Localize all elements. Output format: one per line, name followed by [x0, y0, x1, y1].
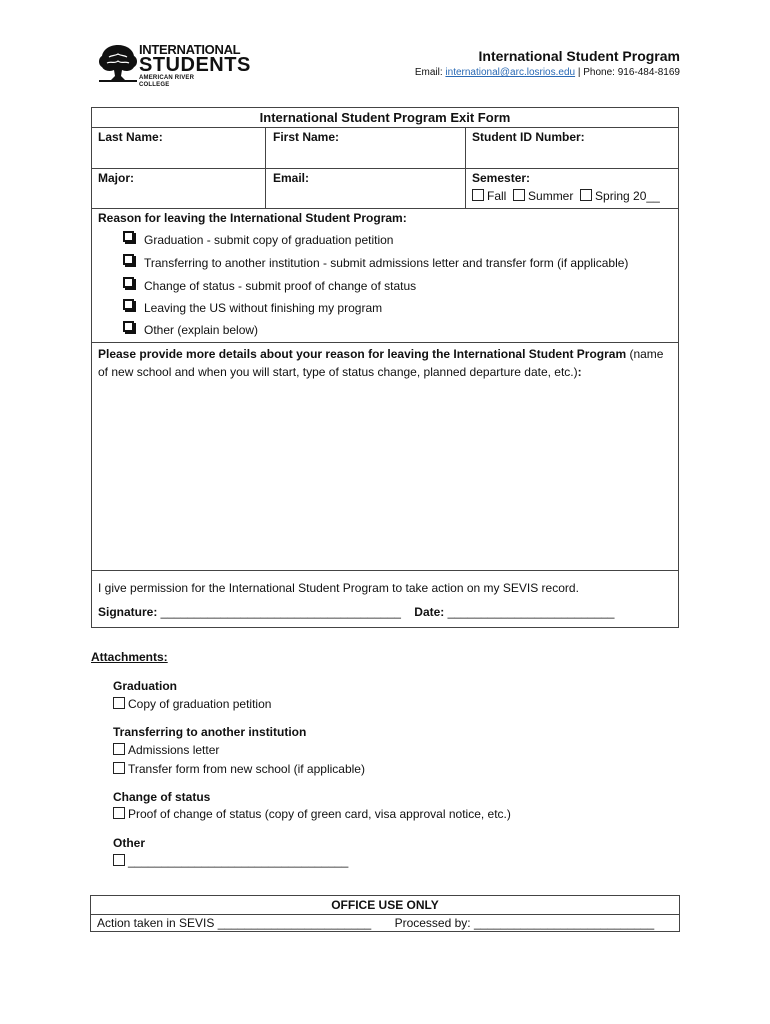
spring-label: Spring 20__ — [595, 189, 660, 203]
status-proof-checkbox[interactable] — [113, 807, 125, 819]
admissions-letter-item — [113, 743, 219, 757]
admissions-letter-checkbox[interactable] — [113, 743, 125, 755]
semester-options — [472, 189, 660, 203]
transfer-checkbox[interactable] — [123, 254, 134, 265]
other-heading: Other — [113, 836, 146, 850]
student-id-label: Student ID Number: — [472, 130, 585, 144]
processed-label: Processed by: — [394, 916, 474, 930]
reason-transfer: Transferring to another institution - submit admissions letter and transfer form (if applicable) — [144, 256, 629, 270]
first-name-label: First Name: — [273, 130, 340, 144]
summer-label: Summer — [528, 189, 574, 203]
logo-line-1: INTERNATIONAL — [139, 42, 241, 57]
details-normal: (name of new school and when you will start, type of status change, planned departure date, etc.) — [98, 347, 664, 379]
reason-graduation: Graduation - submit copy of graduation petition — [144, 233, 394, 247]
details-bold: Please provide more details about your reason for leaving the International Student Program — [98, 347, 627, 361]
attachments-title: Attachments: — [91, 650, 168, 664]
exit-form — [91, 107, 679, 628]
college-logo — [97, 42, 251, 88]
contact-line — [415, 67, 680, 78]
leaving-us-checkbox[interactable] — [123, 299, 134, 310]
date-label: Date: — [414, 605, 448, 619]
status-heading: Change of status — [113, 790, 211, 804]
signature-row — [98, 605, 614, 619]
reason-label: Reason for leaving the International Student Program: — [98, 211, 407, 225]
other-attachment-checkbox[interactable] — [113, 854, 125, 866]
divider — [92, 342, 678, 343]
office-use-box — [90, 895, 680, 932]
divider — [92, 168, 678, 169]
logo-line-2: STUDENTS — [139, 54, 251, 76]
status-proof-label: Proof of change of status (copy of green card, visa approval notice, etc.) — [128, 807, 511, 821]
phone-text: | Phone: 916-484-8169 — [575, 67, 680, 78]
email-label: Email: — [414, 67, 446, 78]
permission-text: I give permission for the International Student Program to take action on my SEVIS record. — [98, 581, 579, 595]
fall-checkbox[interactable] — [472, 189, 484, 201]
transfer-heading: Transferring to another institution — [113, 725, 307, 739]
program-title: International Student Program — [478, 48, 680, 64]
divider — [91, 914, 679, 915]
tree-icon — [97, 42, 139, 84]
transfer-form-item — [113, 762, 365, 776]
form-title: International Student Program Exit Form — [259, 110, 511, 125]
details-colon: : — [577, 365, 582, 379]
fall-label: Fall — [487, 189, 507, 203]
reason-other: Other (explain below) — [144, 323, 259, 337]
spring-checkbox[interactable] — [580, 189, 592, 201]
other-item-line[interactable]: _________________________________ — [128, 854, 349, 868]
graduation-petition-checkbox[interactable] — [113, 697, 125, 709]
graduation-heading: Graduation — [113, 679, 178, 693]
summer-checkbox[interactable] — [513, 189, 525, 201]
admissions-letter-label: Admissions letter — [128, 743, 220, 757]
signature-line[interactable]: ____________________________________ — [160, 605, 401, 619]
divider — [92, 127, 678, 128]
details-textarea[interactable] — [92, 380, 678, 570]
last-name-label: Last Name: — [98, 130, 163, 144]
reason-status-change: Change of status - submit proof of change of status — [144, 279, 417, 293]
status-proof-item — [113, 807, 511, 821]
details-prompt — [98, 345, 674, 381]
transfer-form-checkbox[interactable] — [113, 762, 125, 774]
graduation-item-label: Copy of graduation petition — [128, 697, 272, 711]
status-change-checkbox[interactable] — [123, 277, 134, 288]
other-checkbox[interactable] — [123, 321, 134, 332]
semester-label: Semester: — [472, 171, 531, 185]
major-label: Major: — [98, 171, 134, 185]
date-line[interactable]: _________________________ — [447, 605, 615, 619]
action-line[interactable]: _______________________ — [217, 916, 372, 930]
reason-leaving-us: Leaving the US without finishing my program — [144, 301, 383, 315]
email-field-label: Email: — [273, 171, 310, 185]
office-row — [97, 916, 654, 930]
email-link[interactable]: international@arc.losrios.edu — [445, 67, 576, 78]
transfer-form-label: Transfer form from new school (if applicable) — [128, 762, 365, 776]
office-title: OFFICE USE ONLY — [331, 898, 439, 912]
graduation-checkbox[interactable] — [123, 231, 134, 242]
action-label: Action taken in SEVIS — [97, 916, 218, 930]
divider — [92, 208, 678, 209]
logo-line-3: AMERICAN RIVER COLLEGE — [139, 75, 195, 88]
signature-label: Signature: — [98, 605, 161, 619]
graduation-item — [113, 697, 271, 711]
other-item — [113, 854, 348, 868]
processed-line[interactable]: ___________________________ — [473, 916, 655, 930]
divider — [92, 570, 678, 571]
